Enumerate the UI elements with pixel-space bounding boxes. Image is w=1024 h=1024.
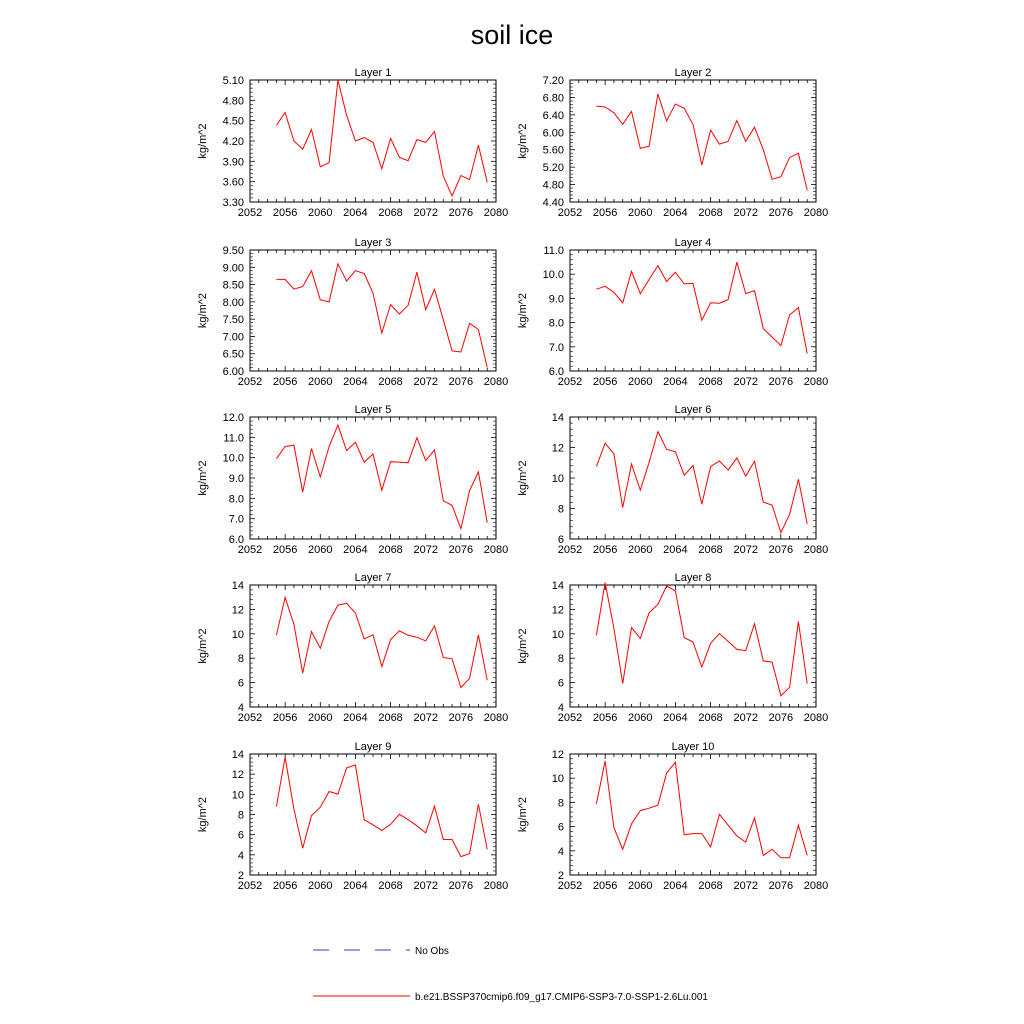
x-tick-label: 2080 [803,880,829,892]
y-tick-label: 8 [557,503,564,516]
x-tick-label: 2080 [803,544,829,556]
y-tick-label: 12 [231,769,244,782]
y-tick-label: 8 [237,809,244,822]
x-tick-label: 2052 [557,376,583,388]
x-tick-label: 2076 [768,712,794,724]
x-tick-label: 2052 [237,207,263,219]
panel-10 [517,741,828,892]
y-tick-label: 6.00 [222,366,244,378]
x-tick-label: 2060 [308,207,333,219]
x-tick-label: 2076 [448,712,474,724]
x-tick-label: 2064 [663,207,688,219]
x-tick-label: 2056 [272,880,298,892]
y-tick-label: 8 [557,653,564,666]
y-axis-label: kg/m^2 [197,123,209,159]
y-tick-label: 14 [231,580,244,592]
x-tick-label: 2056 [272,376,298,388]
x-tick-label: 2076 [448,207,474,219]
plot-frame [250,417,496,539]
y-tick-label: 4.50 [222,115,244,128]
x-tick-label: 2060 [308,712,333,724]
y-tick-label: 12.0 [222,412,244,424]
x-tick-label: 2068 [698,544,723,556]
y-tick-label: 4 [557,845,564,858]
x-tick-label: 2076 [448,376,474,388]
x-tick-label: 2052 [557,712,583,724]
panel-5 [197,404,508,556]
y-tick-label: 12 [551,442,564,455]
y-tick-label: 10.0 [542,269,564,282]
y-tick-label: 10 [551,473,564,485]
y-tick-label: 12 [231,604,244,617]
series-line [276,264,487,368]
x-tick-label: 2072 [413,376,438,388]
x-tick-label: 2080 [483,207,509,219]
y-tick-label: 10 [231,628,244,641]
y-tick-label: 4.80 [222,95,244,108]
panel-title: Layer 7 [354,572,392,584]
panel-3 [197,237,508,388]
y-axis-label: kg/m^2 [517,292,529,329]
x-tick-label: 2068 [698,376,723,388]
legend-obs-label: No Obs [415,946,449,957]
y-tick-label: 12 [551,749,564,761]
y-tick-label: 6.50 [222,348,244,361]
y-tick-label: 7.50 [222,314,244,327]
x-tick-label: 2080 [803,712,829,724]
x-tick-label: 2052 [237,376,263,388]
legend-model-label: b.e21.BSSP370cmip6.f09_g17.CMIP6-SSP3-7.0-SSP1-2.6Lu.001 [415,992,708,1003]
panel-8 [517,572,828,724]
x-tick-label: 2056 [272,544,298,556]
x-tick-label: 2052 [557,207,583,219]
panel-title: Layer 1 [354,67,392,79]
x-tick-label: 2068 [378,880,403,892]
y-tick-label: 6 [237,677,244,690]
x-tick-label: 2076 [768,207,794,219]
panel-1 [197,67,508,219]
panel-9 [197,741,508,892]
x-tick-label: 2068 [378,712,403,724]
y-tick-label: 12 [551,604,564,617]
x-tick-label: 2060 [628,880,653,892]
x-tick-label: 2080 [803,376,829,388]
x-tick-label: 2060 [308,544,333,556]
y-tick-label: 4.40 [542,197,564,209]
x-tick-label: 2072 [413,712,438,724]
series-line [276,597,487,687]
y-tick-label: 14 [551,412,564,424]
y-axis-label: kg/m^2 [517,460,529,496]
plot-frame [250,754,496,875]
y-tick-label: 10 [231,789,244,802]
x-tick-label: 2072 [413,207,438,219]
y-axis-label: kg/m^2 [197,460,209,496]
x-tick-label: 2064 [343,207,368,219]
x-tick-label: 2052 [557,880,583,892]
x-tick-label: 2072 [733,880,758,892]
panels-group [197,67,828,892]
y-tick-label: 5.10 [222,75,244,87]
x-tick-label: 2068 [378,207,403,219]
x-tick-label: 2076 [768,544,794,556]
y-tick-label: 2 [557,870,564,882]
y-axis-label: kg/m^2 [197,628,209,664]
y-tick-label: 9.00 [222,262,244,275]
x-tick-label: 2060 [628,376,653,388]
series-line [276,80,487,196]
series-line [596,583,807,696]
panel-title: Layer 5 [354,404,392,416]
plot-frame [570,80,816,202]
y-tick-label: 3.30 [222,197,244,209]
y-tick-label: 14 [231,749,244,761]
x-tick-label: 2064 [663,712,688,724]
y-tick-label: 6 [557,821,564,834]
x-tick-label: 2072 [413,880,438,892]
y-tick-label: 4.20 [222,136,244,148]
plot-frame [570,417,816,539]
series-line [276,757,487,856]
x-tick-label: 2060 [628,544,653,556]
x-tick-label: 2068 [698,207,723,219]
y-axis-label: kg/m^2 [517,628,529,664]
panel-7 [197,572,508,724]
x-tick-label: 2060 [308,880,333,892]
y-tick-label: 7.0 [228,513,244,526]
x-tick-label: 2064 [663,544,688,556]
y-tick-label: 4 [237,702,244,714]
y-axis-label: kg/m^2 [517,123,529,159]
x-tick-label: 2052 [557,544,583,556]
panel-4 [517,237,828,388]
x-tick-label: 2056 [592,880,618,892]
y-tick-label: 5.60 [542,144,564,157]
legend [313,946,708,1003]
y-tick-label: 6 [557,534,564,546]
panel-title: Layer 8 [674,572,712,584]
x-tick-label: 2072 [733,207,758,219]
y-tick-label: 10 [551,628,564,641]
panel-title: Layer 2 [674,67,712,79]
panel-title: Layer 3 [354,237,392,249]
y-tick-label: 9.50 [222,245,244,257]
x-tick-label: 2056 [272,712,298,724]
y-tick-label: 6.0 [228,534,244,546]
x-tick-label: 2056 [592,207,618,219]
y-tick-label: 9.0 [228,473,244,485]
y-tick-label: 7.0 [548,341,564,354]
x-tick-label: 2064 [343,376,368,388]
x-tick-label: 2052 [237,544,263,556]
x-tick-label: 2072 [733,712,758,724]
y-tick-label: 10 [551,773,564,786]
x-tick-label: 2080 [483,544,509,556]
x-tick-label: 2056 [592,376,618,388]
x-tick-label: 2064 [343,544,368,556]
y-tick-label: 14 [551,580,564,592]
y-tick-label: 4.80 [542,179,564,192]
x-tick-label: 2060 [308,376,333,388]
x-tick-label: 2068 [698,880,723,892]
figure-title: soil ice [470,20,554,50]
panel-title: Layer 4 [674,237,712,249]
series-line [596,432,807,533]
y-tick-label: 8 [237,653,244,666]
y-tick-label: 6.0 [548,366,564,378]
panel-title: Layer 10 [671,741,715,753]
x-tick-label: 2072 [413,544,438,556]
series-line [276,425,487,529]
y-tick-label: 6.40 [542,109,564,122]
y-tick-label: 10.0 [222,452,244,465]
x-tick-label: 2080 [483,376,509,388]
y-axis-label: kg/m^2 [517,796,529,833]
plot-frame [250,80,496,202]
y-tick-label: 7.00 [222,331,244,344]
y-tick-label: 3.60 [222,176,244,189]
x-tick-label: 2056 [592,544,618,556]
y-tick-label: 6.00 [542,127,564,140]
x-tick-label: 2068 [378,544,403,556]
y-tick-label: 8.0 [548,317,564,330]
series-line [596,761,807,858]
y-tick-label: 8 [557,797,564,810]
x-tick-label: 2064 [663,376,688,388]
x-tick-label: 2080 [483,880,509,892]
x-tick-label: 2080 [803,207,829,219]
plot-frame [250,250,496,371]
y-tick-label: 4 [557,702,564,714]
x-tick-label: 2056 [592,712,618,724]
x-tick-label: 2076 [768,880,794,892]
x-tick-label: 2064 [663,880,688,892]
series-line [596,94,807,190]
y-tick-label: 8.50 [222,279,244,292]
x-tick-label: 2076 [448,880,474,892]
series-line [596,262,807,354]
x-tick-label: 2052 [237,880,263,892]
y-tick-label: 5.20 [542,162,564,175]
panel-title: Layer 9 [354,741,392,753]
x-tick-label: 2076 [768,376,794,388]
x-tick-label: 2060 [628,207,653,219]
y-tick-label: 6.80 [542,92,564,105]
panel-2 [517,67,828,219]
plot-frame [570,250,816,371]
x-tick-label: 2060 [628,712,653,724]
x-tick-label: 2052 [237,712,263,724]
x-tick-label: 2076 [448,544,474,556]
y-tick-label: 11.0 [543,245,564,257]
y-tick-label: 8.00 [222,296,244,309]
y-tick-label: 2 [237,870,244,882]
y-axis-label: kg/m^2 [197,796,209,833]
x-tick-label: 2056 [272,207,298,219]
x-tick-label: 2072 [733,376,758,388]
y-axis-label: kg/m^2 [197,292,209,329]
y-tick-label: 3.90 [222,156,244,169]
y-tick-label: 11.0 [223,432,244,445]
x-tick-label: 2080 [483,712,509,724]
x-tick-label: 2068 [698,712,723,724]
y-tick-label: 9.0 [548,293,564,306]
y-tick-label: 4 [237,849,244,862]
x-tick-label: 2072 [733,544,758,556]
y-tick-label: 8.0 [228,493,244,506]
panel-title: Layer 6 [674,404,712,416]
y-tick-label: 6 [237,829,244,842]
x-tick-label: 2064 [343,712,368,724]
x-tick-label: 2068 [378,376,403,388]
x-tick-label: 2064 [343,880,368,892]
y-tick-label: 7.20 [542,75,564,87]
y-tick-label: 6 [557,677,564,690]
panel-6 [517,404,828,556]
